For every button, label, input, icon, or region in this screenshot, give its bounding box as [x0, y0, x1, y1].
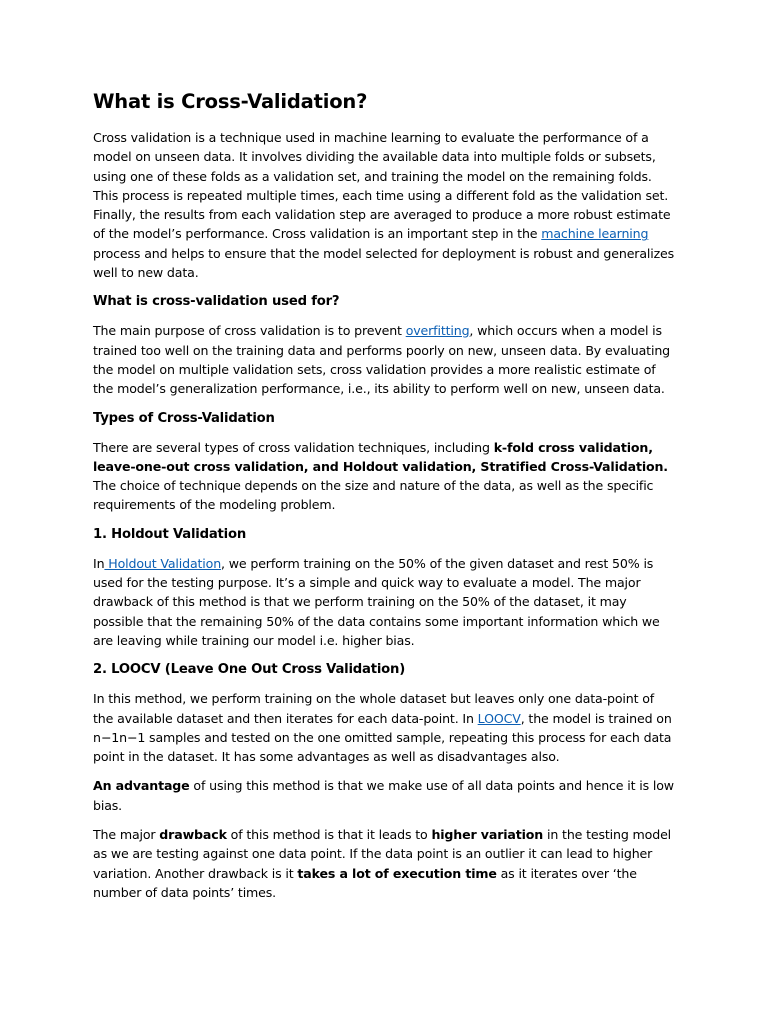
advantage-bold: An advantage	[93, 778, 190, 794]
higher-variation-bold: higher variation	[431, 827, 544, 843]
used-for-paragraph: The main purpose of cross validation is to prevent overfitting, which occurs when a model is trained too well on the training data and performs poorly on new, unseen data. By evaluating the model on multiple validation sets, cross validation provides a more realistic estimate of the model’s generalization performance, i.e., its ability to perform well on new, unseen data.	[93, 323, 670, 397]
machine-learning-link[interactable]: machine learning	[541, 226, 649, 242]
holdout-heading: 1. Holdout Validation	[93, 526, 247, 542]
types-heading: Types of Cross-Validation	[93, 410, 275, 426]
holdout-paragraph: In Holdout Validation, we perform training on the 50% of the given dataset and rest 50% is used for the testing purpose. It’s a simple and quick way to evaluate a model. The major drawback of this method is that we perform training on the 50% of the dataset, it may possible that the remaining 50% of the data contains some important information which we are leaving while training our model i.e. higher bias.	[93, 555, 660, 648]
loocv-paragraph: In this method, we perform training on the whole dataset but leaves only one data-point of the available dataset and then iterates for each data-point. In LOOCV, the model is trained on n−1n−1 samples and tested on the one omitted sample, repeating this process for each data point in the dataset. It has some advantages as well as disadvantages also.	[93, 691, 672, 765]
types-paragraph: There are several types of cross validation techniques, including k-fold cross validation, leave-one-out cross validation, and Holdout validation, Stratified Cross-Validation. The choice of technique depends on the size and nature of the data, as well as the specific requirements of the modeling problem.	[93, 439, 668, 513]
advantage-paragraph: An advantage of using this method is that we make use of all data points and hence it is low bias.	[93, 778, 674, 813]
used-for-heading: What is cross-validation used for?	[93, 294, 340, 310]
drawback-paragraph: The major drawback of this method is that it leads to higher variation in the testing model as we are testing against one data point. If the data point is an outlier it can lead to higher variation. Another drawback is it takes a lot of execution time as it iterates over ‘the number of data points’ times.	[93, 827, 672, 900]
overfitting-link[interactable]: overfitting	[405, 323, 470, 339]
intro-paragraph: Cross validation is a technique used in machine learning to evaluate the performance of a model on unseen data. It involves dividing the available data into multiple folds or subsets, using one of these folds as a validation set, and training the model on the remaining folds. This process is repeated multiple times, each time using a different fold as the validation set. Finally, the results from each validation step are averaged to produce a more robust estimate of the model’s performance. Cross validation is an important step in the machine learning process and helps to ensure that the model selected for deployment is robust and generalizes well to new data.	[93, 130, 675, 281]
holdout-validation-link[interactable]: Holdout Validation	[104, 555, 222, 571]
loocv-heading: 2. LOOCV (Leave One Out Cross Validation)	[93, 662, 406, 678]
execution-time-bold: takes a lot of execution time	[297, 865, 497, 881]
document-body	[93, 89, 675, 912]
types-list-bold: k-fold cross validation, leave-one-out cross validation, and Holdout validation, Stratified Cross-Validation.	[93, 439, 668, 474]
drawback-bold: drawback	[159, 827, 227, 843]
loocv-link[interactable]: LOOCV	[477, 710, 521, 726]
page-title: What is Cross-Validation?	[93, 90, 368, 113]
